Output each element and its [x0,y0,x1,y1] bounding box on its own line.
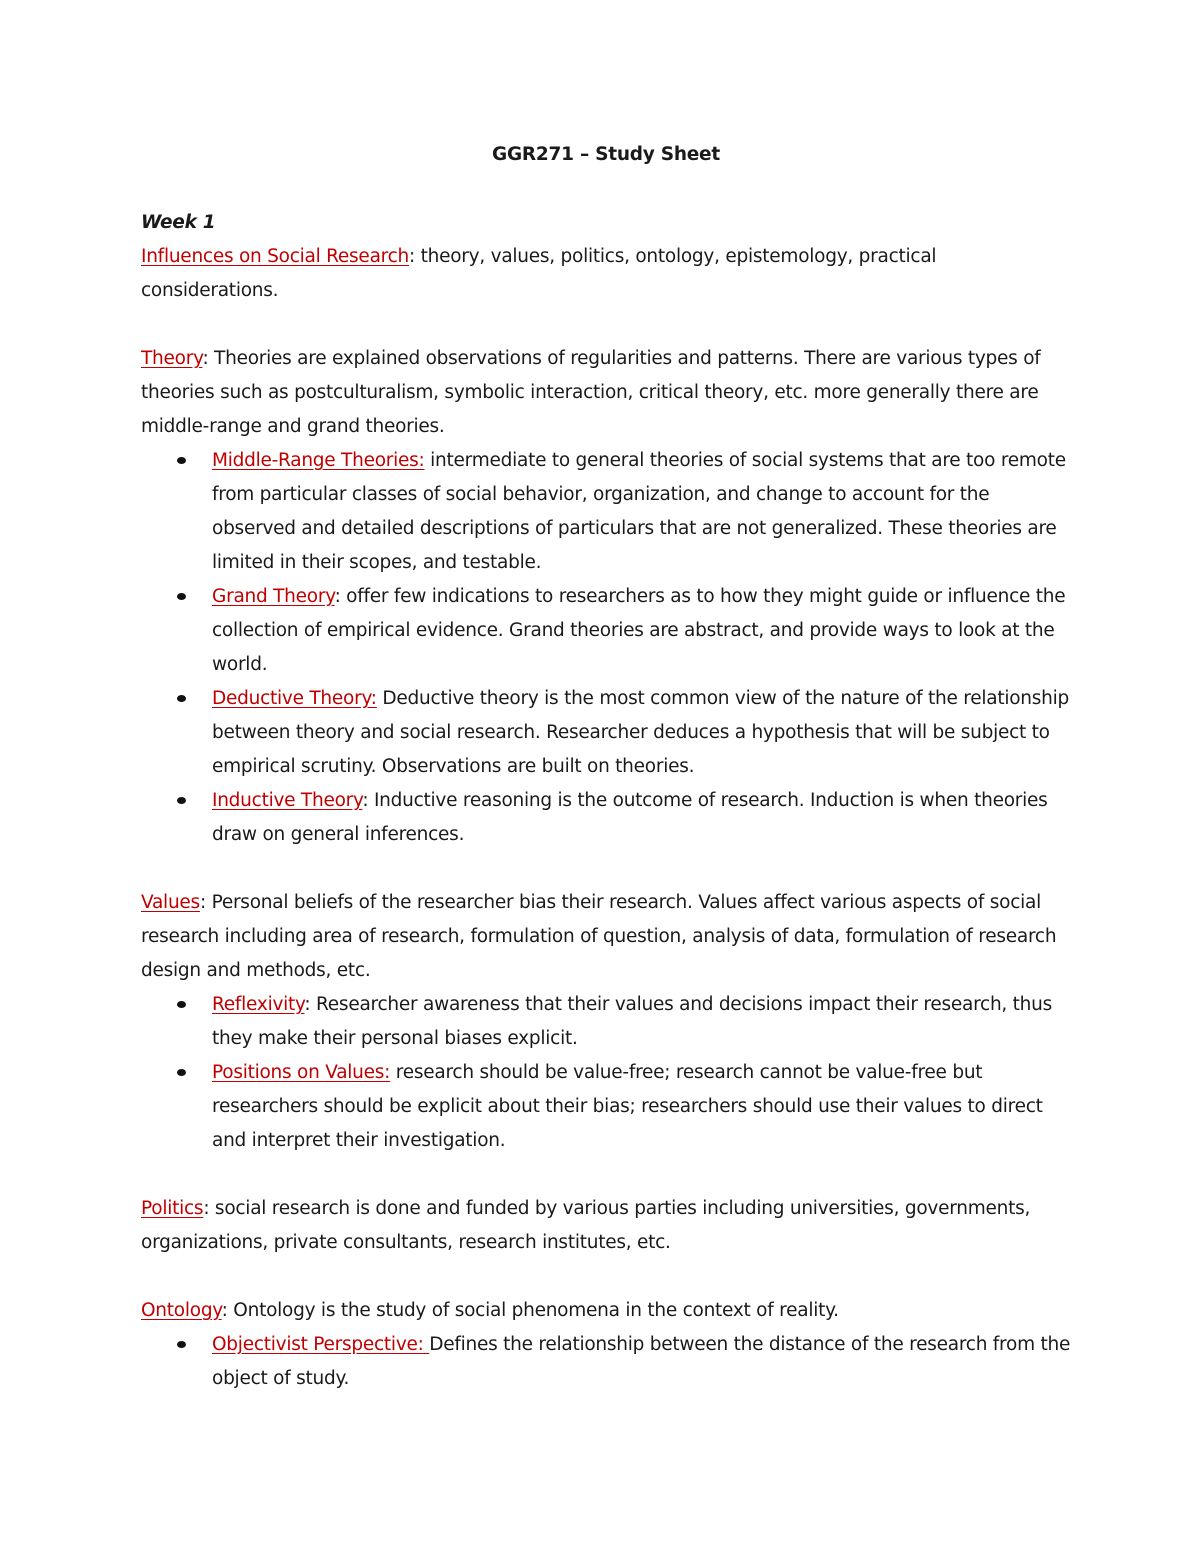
values-paragraph [141,886,1071,988]
week-heading: Week 1 [141,212,216,233]
spacer [141,1158,1071,1192]
bullet-icon [177,797,186,804]
grand-theory-text: : offer few indications to researchers as to how they might guide or influence the collection of empirical evidence. Grand theories are abstract, and provide ways to look at the world. [212,586,1066,675]
politics-paragraph [141,1192,1071,1260]
theory-paragraph [141,342,1071,444]
ontology-paragraph [141,1294,1071,1328]
ontology-list [141,1328,1071,1396]
middle-range-text: intermediate to general theories of social systems that are too remote from particular classes of social behavior, organization, and change to account for the observed and detailed descriptions of particulars that are not generalized. These theories are limited in their scopes, and testable. [212,450,1066,573]
deductive-theory-text: Deductive theory is the most common view of the nature of the relationship between theory and social research. Researcher deduces a hypothesis that will be subject to empirical scrutiny. Observations are built on theories. [212,688,1070,777]
inductive-theory-term: Inductive Theory [212,790,363,811]
influences-paragraph [141,240,1071,308]
politics-term: Politics [141,1198,204,1219]
influences-text: : theory, values, politics, ontology, epistemology, practical considerations. [141,246,937,301]
list-item-positions-on-values [212,1056,1071,1158]
positions-on-values-text: research should be value-free; research cannot be value-free but researchers should be explicit about their bias; researchers should use their values to direct and interpret their investigation. [212,1062,1043,1151]
values-list [141,988,1071,1158]
middle-range-term: Middle-Range Theories: [212,450,425,471]
list-item-inductive-theory [212,784,1071,852]
spacer [141,1260,1071,1294]
theory-text: : Theories are explained observations of regularities and patterns. There are various types of theories such as postculturalism, symbolic interaction, critical theory, etc. more generally there are middle-range and grand theories. [141,348,1041,437]
bullet-icon [177,1001,186,1008]
influences-term: Influences on Social Research [141,246,410,267]
inductive-theory-text: : Inductive reasoning is the outcome of research. Induction is when theories draw on general inferences. [212,790,1048,845]
list-item-middle-range [212,444,1071,580]
spacer [141,852,1071,886]
bullet-icon [177,695,186,702]
reflexivity-term: Reflexivity [212,994,305,1015]
list-item-grand-theory [212,580,1071,682]
bullet-icon [177,1341,186,1348]
positions-on-values-term: Positions on Values: [212,1062,391,1083]
list-item-objectivist-perspective [212,1328,1071,1396]
theory-list [141,444,1071,852]
objectivist-perspective-term: Objectivist Perspective: [212,1334,430,1355]
bullet-icon [177,593,186,600]
bullet-icon [177,457,186,464]
spacer [141,172,1071,206]
deductive-theory-term: Deductive Theory: [212,688,377,709]
politics-text: : social research is done and funded by various parties including universities, governments, organizations, private consultants, research institutes, etc. [141,1198,1031,1253]
bullet-icon [177,1069,186,1076]
grand-theory-term: Grand Theory [212,586,335,607]
objectivist-perspective-text: Defines the relationship between the distance of the research from the object of study. [212,1334,1071,1389]
ontology-text: : Ontology is the study of social phenomena in the context of reality. [221,1300,839,1321]
values-text: : Personal beliefs of the researcher bias their research. Values affect various aspects of social research including area of research, formulation of question, analysis of data, formulation of research design and methods, etc. [141,892,1057,981]
document-body [141,138,1071,1396]
document-title: GGR271 – Study Sheet [492,144,720,165]
list-item-reflexivity [212,988,1071,1056]
spacer [141,308,1071,342]
values-term: Values [141,892,200,913]
theory-term: Theory [141,348,203,369]
ontology-term: Ontology [141,1300,222,1321]
reflexivity-text: : Researcher awareness that their values and decisions impact their research, thus they make their personal biases explicit. [212,994,1053,1049]
list-item-deductive-theory [212,682,1071,784]
